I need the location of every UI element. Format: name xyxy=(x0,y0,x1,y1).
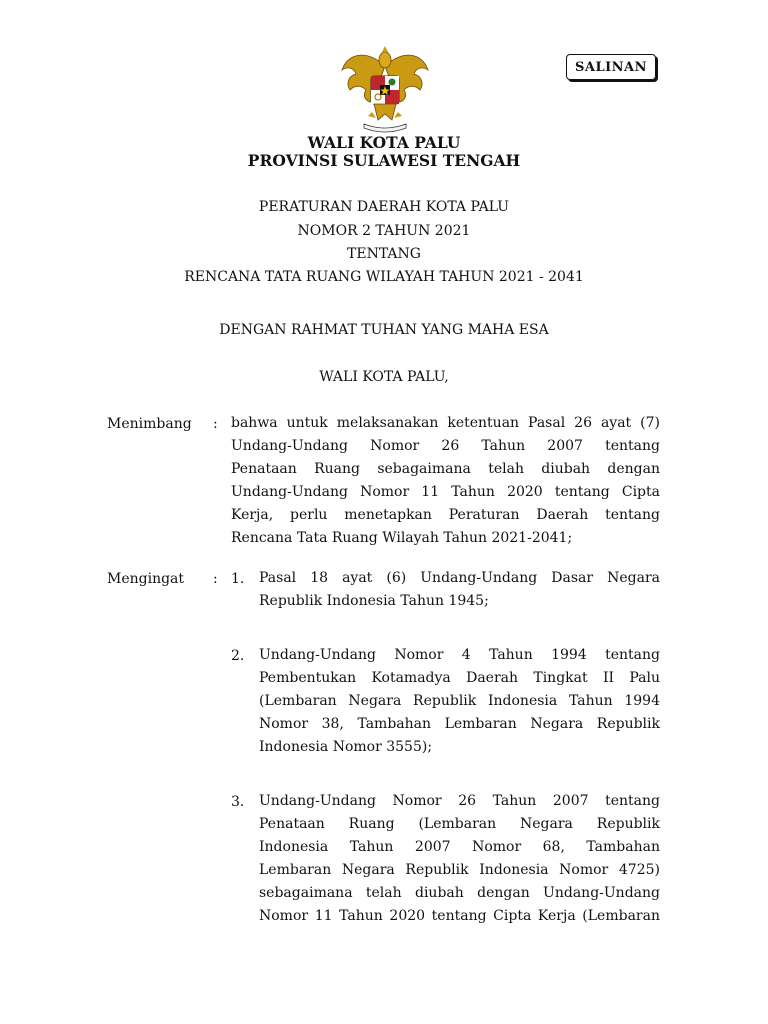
text-line: Lembaran Negara Republik Indonesia Nomor 4725) xyxy=(259,862,660,878)
text-line: sebagaimana telah diubah dengan Undang-Undang xyxy=(259,885,660,901)
text-line: Pasal 18 ayat (6) Undang-Undang Dasar Negara xyxy=(259,570,660,586)
menimbang-label: Menimbang xyxy=(107,416,192,432)
text-line: Undang-Undang Nomor 4 Tahun 1994 tentang xyxy=(259,647,660,663)
mengingat-item-2 xyxy=(259,644,660,759)
regulation-number: NOMOR 2 TAHUN 2021 xyxy=(297,223,471,239)
text-line: Pembentukan Kotamadya Daerah Tingkat II Palu xyxy=(259,670,660,686)
text-line: Penataan Ruang (Lembaran Negara Republik xyxy=(259,816,660,832)
item-number: 2. xyxy=(231,648,245,664)
regulation-subject: RENCANA TATA RUANG WILAYAH TAHUN 2021 - 2041 xyxy=(184,269,584,285)
mayor-line: WALI KOTA PALU, xyxy=(319,369,449,385)
garuda-emblem xyxy=(338,46,432,134)
item-number: 3. xyxy=(231,794,245,810)
blessing-line: DENGAN RAHMAT TUHAN YANG MAHA ESA xyxy=(219,322,549,338)
mengingat-item-3 xyxy=(259,790,660,928)
text-line: Indonesia Nomor 3555); xyxy=(259,739,433,755)
menimbang-colon: : xyxy=(213,416,218,432)
text-line: Nomor 11 Tahun 2020 tentang Cipta Kerja (Lembaran xyxy=(259,908,660,924)
text-line: Nomor 38, Tambahan Lembaran Negara Republik xyxy=(259,716,660,732)
item-number: 1. xyxy=(231,571,245,587)
menimbang-text xyxy=(231,412,660,550)
text-line: Rencana Tata Ruang Wilayah Tahun 2021-2041; xyxy=(231,530,573,546)
issuer-title: WALI KOTA PALU xyxy=(307,133,461,152)
text-line: Undang-Undang Nomor 26 Tahun 2007 tentang xyxy=(259,793,660,809)
mengingat-label: Mengingat xyxy=(107,571,185,587)
text-line: (Lembaran Negara Republik Indonesia Tahun 1994 xyxy=(259,693,660,709)
salinan-stamp: SALINAN xyxy=(566,54,656,80)
regulation-about: TENTANG xyxy=(347,246,421,262)
issuer-province: PROVINSI SULAWESI TENGAH xyxy=(247,151,521,170)
text-line: Republik Indonesia Tahun 1945; xyxy=(259,593,489,609)
text-line: Kerja, perlu menetapkan Peraturan Daerah tentang xyxy=(231,507,660,523)
regulation-title: PERATURAN DAERAH KOTA PALU xyxy=(258,199,510,215)
text-line: Penataan Ruang sebagaimana telah diubah dengan xyxy=(231,461,660,477)
mengingat-item-1 xyxy=(259,567,660,613)
text-line: Indonesia Tahun 2007 Nomor 68, Tambahan xyxy=(259,839,660,855)
text-line: Undang-Undang Nomor 26 Tahun 2007 tentang xyxy=(231,438,660,454)
text-line: bahwa untuk melaksanakan ketentuan Pasal 26 ayat (7) xyxy=(231,415,660,431)
mengingat-colon: : xyxy=(213,571,218,587)
text-line: Undang-Undang Nomor 11 Tahun 2020 tentang Cipta xyxy=(231,484,660,500)
